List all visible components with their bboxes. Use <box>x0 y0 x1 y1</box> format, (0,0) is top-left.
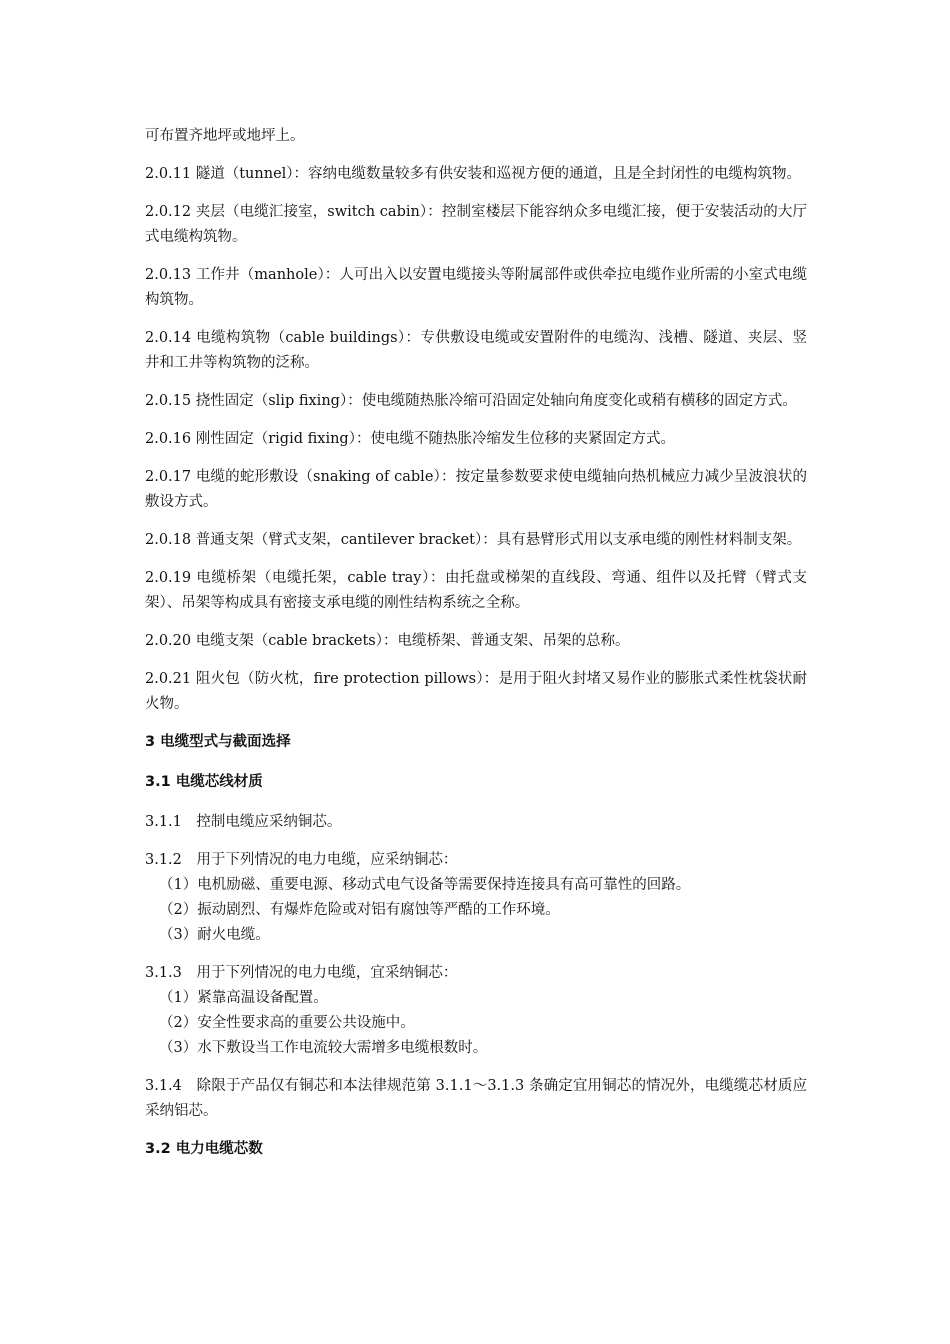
clause-2-0-19: 2.0.19 电缆桥架（电缆托架，cable tray）：由托盘或梯架的直线段、弯通、组件以及托臂（臂式支架）、吊架等构成具有密接支承电缆的刚性结构系统之全称。 <box>145 570 807 611</box>
clause-2-0-13: 2.0.13 工作井（manhole）：人可出入以安置电缆接头等附属部件或供牵拉电缆作业所需的小室式电缆构筑物。 <box>145 267 807 308</box>
list-item: （3）水下敷设当工作电流较大需增多电缆根数时。 <box>159 1040 488 1056</box>
clause-3-1-2 <box>145 848 807 948</box>
clause-3-1-2-head: 3.1.2 用于下列情况的电力电缆，应采纳铜芯： <box>145 852 458 868</box>
clause-2-0-11: 2.0.11 隧道（tunnel）：容纳电缆数量较多有供安装和巡视方便的通道，且是全封闭性的电缆构筑物。 <box>145 166 802 182</box>
list-item: （3）耐火电缆。 <box>159 927 270 943</box>
clause-3-1-1: 3.1.1 控制电缆应采纳铜芯。 <box>145 814 342 830</box>
chapter-heading: 3 电缆型式与截面选择 <box>145 734 291 750</box>
document-body <box>145 124 807 1177</box>
section-heading-3-1: 3.1 电缆芯线材质 <box>145 774 263 790</box>
section-heading-3-2: 3.2 电力电缆芯数 <box>145 1141 263 1157</box>
clause-2-0-21: 2.0.21 阻火包（防火枕，fire protection pillows）：是用于阻火封堵又易作业的膨胀式柔性枕袋状耐火物。 <box>145 671 807 712</box>
clause-2-0-15: 2.0.15 挠性固定（slip fixing）：使电缆随热胀冷缩可沿固定处轴向角度变化或稍有横移的固定方式。 <box>145 393 797 409</box>
clause-2-0-20: 2.0.20 电缆支架（cable brackets）：电缆桥架、普通支架、吊架的总称。 <box>145 633 630 649</box>
list-item: （1）电机励磁、重要电源、移动式电气设备等需要保持连接具有高可靠性的回路。 <box>159 877 691 893</box>
paragraph-continuation: 可布置齐地坪或地坪上。 <box>145 128 305 144</box>
clause-2-0-17: 2.0.17 电缆的蛇形敷设（snaking of cable）：按定量参数要求使电缆轴向热机械应力减少呈波浪状的敷设方式。 <box>145 469 807 510</box>
clause-2-0-18: 2.0.18 普通支架（臂式支架，cantilever bracket）：具有悬臂形式用以支承电缆的刚性材料制支架。 <box>145 532 802 548</box>
clause-2-0-16: 2.0.16 刚性固定（rigid fixing）：使电缆不随热胀冷缩发生位移的夹紧固定方式。 <box>145 431 675 447</box>
clause-3-1-3 <box>145 961 807 1061</box>
list-item: （2）安全性要求高的重要公共设施中。 <box>159 1015 415 1031</box>
clause-3-1-4: 3.1.4 除限于产品仅有铜芯和本法律规范第 3.1.1～3.1.3 条确定宜用铜芯的情况外，电缆缆芯材质应采纳铝芯。 <box>145 1078 807 1119</box>
clause-2-0-14: 2.0.14 电缆构筑物（cable buildings）：专供敷设电缆或安置附件的电缆沟、浅槽、隧道、夹层、竖井和工井等构筑物的泛称。 <box>145 330 807 371</box>
clause-2-0-12: 2.0.12 夹层（电缆汇接室，switch cabin）：控制室楼层下能容纳众多电缆汇接，便于安装活动的大厅式电缆构筑物。 <box>145 204 807 245</box>
list-item: （1）紧靠高温设备配置。 <box>159 990 328 1006</box>
clause-3-1-3-head: 3.1.3 用于下列情况的电力电缆，宜采纳铜芯： <box>145 965 458 981</box>
list-item: （2）振动剧烈、有爆炸危险或对铝有腐蚀等严酷的工作环境。 <box>159 902 560 918</box>
